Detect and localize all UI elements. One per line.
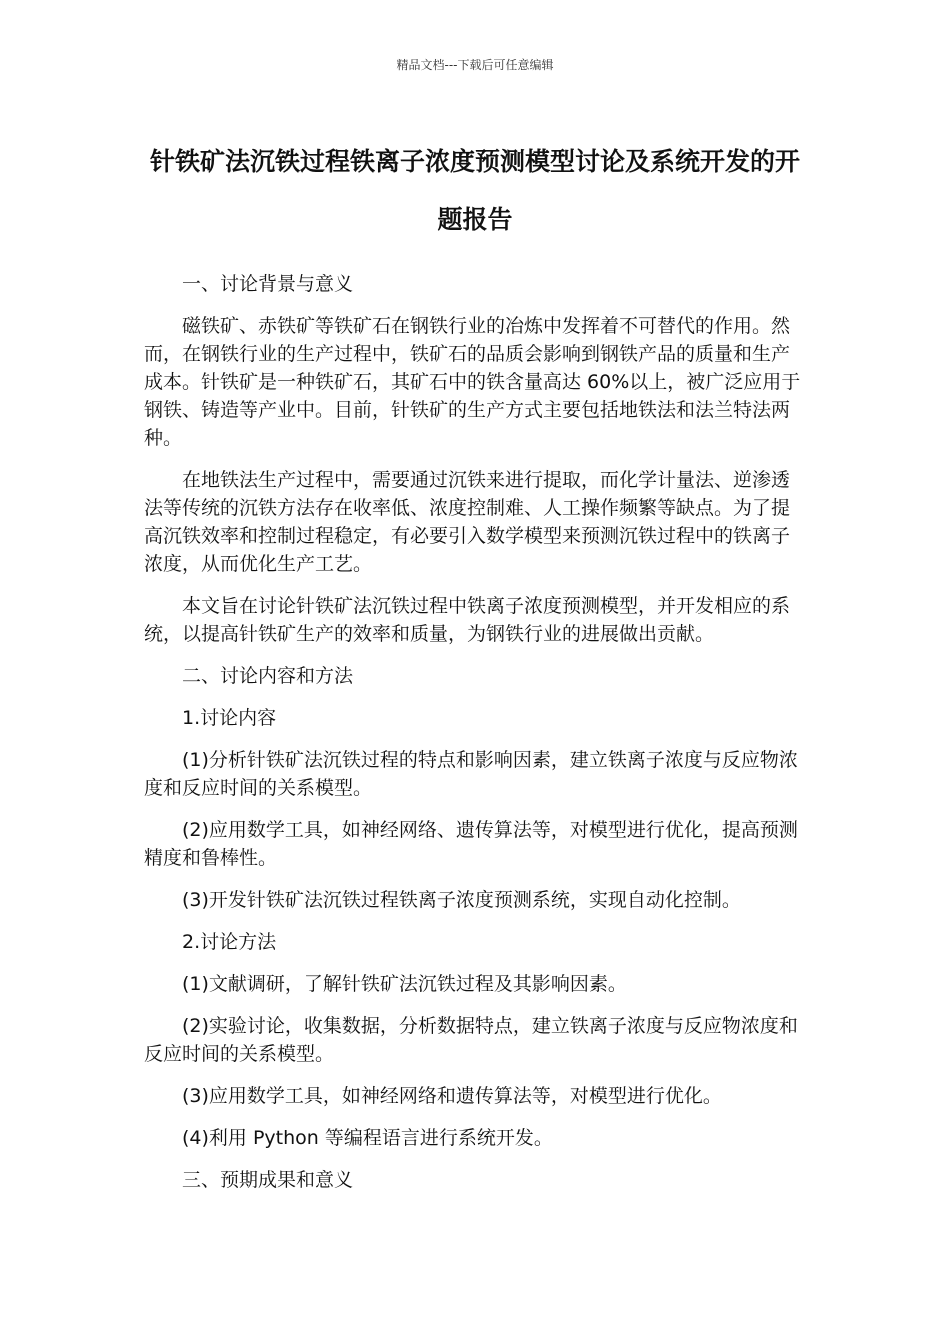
list-item-method-3: (3)应用数学工具，如神经网络和遗传算法等，对模型进行优化。	[182, 1085, 722, 1107]
paragraph-background-1: 磁铁矿、赤铁矿等铁矿石在钢铁行业的冶炼中发挥着不可替代的作用。然而，在钢铁行业的生产过程中，铁矿石的品质会影响到钢铁产品的质量和生产成本。针铁矿是一种铁矿石，其矿石中的铁含量高达 60%以上，被广泛应用于钢铁、铸造等产业中。目前，针铁矿的生产方式主要包括地铁法和法兰特法两种。	[144, 315, 801, 449]
paragraph-background-2: 在地铁法生产过程中，需要通过沉铁来进行提取，而化学计量法、逆渗透法等传统的沉铁方法存在收率低、浓度控制难、人工操作频繁等缺点。为了提高沉铁效率和控制过程稳定，有必要引入数学模型来预测沉铁过程中的铁离子浓度，从而优化生产工艺。	[144, 469, 791, 575]
section-heading-content-methods: 二、讨论内容和方法	[182, 665, 354, 687]
section-heading-background: 一、讨论背景与意义	[182, 273, 354, 295]
section-heading-expected-results: 三、预期成果和意义	[182, 1169, 354, 1191]
page-header-note: 精品文档---下载后可任意编辑	[396, 58, 554, 72]
list-item-method-1: (1)文献调研，了解针铁矿法沉铁过程及其影响因素。	[182, 973, 627, 995]
list-item-content-1: (1)分析针铁矿法沉铁过程的特点和影响因素，建立铁离子浓度与反应物浓度和反应时间的关系模型。	[144, 749, 798, 799]
document-body	[144, 270, 806, 1208]
list-item-method-2: (2)实验讨论，收集数据，分析数据特点，建立铁离子浓度与反应物浓度和反应时间的关系模型。	[144, 1015, 798, 1065]
list-item-content-3: (3)开发针铁矿法沉铁过程铁离子浓度预测系统，实现自动化控制。	[182, 889, 741, 911]
subheading-content: 1.讨论内容	[182, 707, 277, 729]
paragraph-background-3: 本文旨在讨论针铁矿法沉铁过程中铁离子浓度预测模型，并开发相应的系统，以提高针铁矿生产的效率和质量，为钢铁行业的进展做出贡献。	[144, 595, 791, 645]
subheading-methods: 2.讨论方法	[182, 931, 277, 953]
document-title: 针铁矿法沉铁过程铁离子浓度预测模型讨论及系统开发的开题报告	[149, 147, 800, 234]
list-item-content-2: (2)应用数学工具，如神经网络、遗传算法等，对模型进行优化，提高预测精度和鲁棒性。	[144, 819, 798, 869]
list-item-method-4: (4)利用 Python 等编程语言进行系统开发。	[182, 1127, 553, 1149]
